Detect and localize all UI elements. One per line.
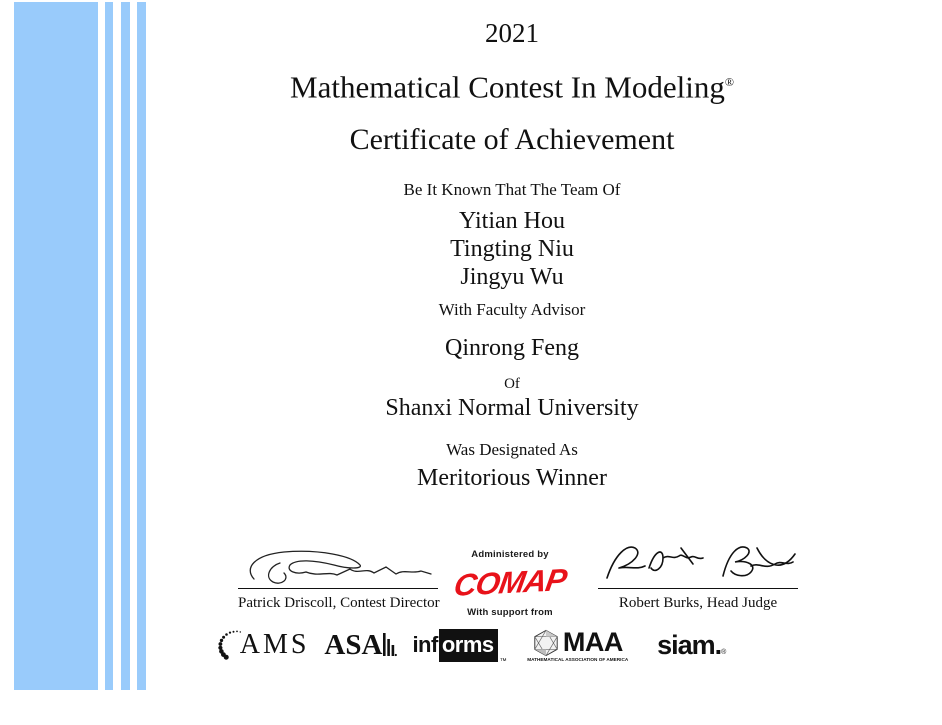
team-member-name: Yitian Hou xyxy=(459,208,565,235)
contest-director-name: Patrick Driscoll, Contest Director xyxy=(238,595,440,611)
decorative-stripe-wide xyxy=(14,2,98,690)
maa-logo-row xyxy=(532,627,623,658)
decorative-stripe-1 xyxy=(105,2,113,690)
head-judge-name: Robert Burks, Head Judge xyxy=(618,595,778,611)
ams-logo xyxy=(217,629,310,661)
contest-name xyxy=(140,62,884,107)
siam-registered-mark: ® xyxy=(721,648,726,656)
team-member-name: Tingting Niu xyxy=(450,236,574,263)
certificate-title: Certificate of Achievement xyxy=(349,123,675,157)
informs-logo-prefix: inf xyxy=(412,632,438,657)
siam-logo xyxy=(657,630,725,661)
informs-trademark: ™ xyxy=(499,657,507,665)
administered-by-block xyxy=(438,549,582,618)
team-intro-label: Be It Known That The Team Of xyxy=(403,180,621,200)
siam-logo-text: siam. xyxy=(657,629,722,660)
institution-name: Shanxi Normal University xyxy=(385,395,639,422)
advisor-intro-label: With Faculty Advisor xyxy=(438,300,586,320)
asa-logo-text: ASA xyxy=(324,628,383,661)
contest-year: 2021 xyxy=(485,18,539,48)
decorative-stripe-2 xyxy=(121,2,130,690)
maa-logo xyxy=(513,627,642,663)
maa-logo-text: MAA xyxy=(562,627,623,657)
signature-line xyxy=(598,588,798,589)
team-members-list xyxy=(140,207,884,291)
maa-polyhedron-icon xyxy=(532,629,560,657)
head-judge-signature xyxy=(599,540,797,588)
award-designation: Meritorious Winner xyxy=(417,465,607,492)
certificate-body xyxy=(140,0,884,493)
contest-director-signature-block xyxy=(238,546,438,612)
ams-logo-text: AMS xyxy=(239,629,310,660)
administered-by-label: Administered by xyxy=(471,549,549,560)
asa-logo xyxy=(324,629,397,662)
sponsor-logos-row xyxy=(0,622,942,668)
asa-bars-icon xyxy=(383,632,397,659)
signature-line xyxy=(238,588,438,589)
team-member-name: Jingyu Wu xyxy=(460,264,564,291)
designation-intro-label: Was Designated As xyxy=(446,440,578,460)
of-label: Of xyxy=(504,376,520,393)
comap-logo: COMAP xyxy=(451,562,569,603)
support-from-label: With support from xyxy=(467,607,553,618)
head-judge-signature-block xyxy=(598,540,798,612)
contest-name-text: Mathematical Contest In Modeling xyxy=(290,69,725,105)
contest-director-signature xyxy=(240,546,436,588)
maa-subtext: MATHEMATICAL ASSOCIATION OF AMERICA xyxy=(526,657,628,663)
informs-logo-boxed: orms xyxy=(439,629,498,662)
advisor-name: Qinrong Feng xyxy=(445,335,579,362)
registered-trademark: ® xyxy=(724,75,734,89)
informs-logo xyxy=(412,629,507,665)
